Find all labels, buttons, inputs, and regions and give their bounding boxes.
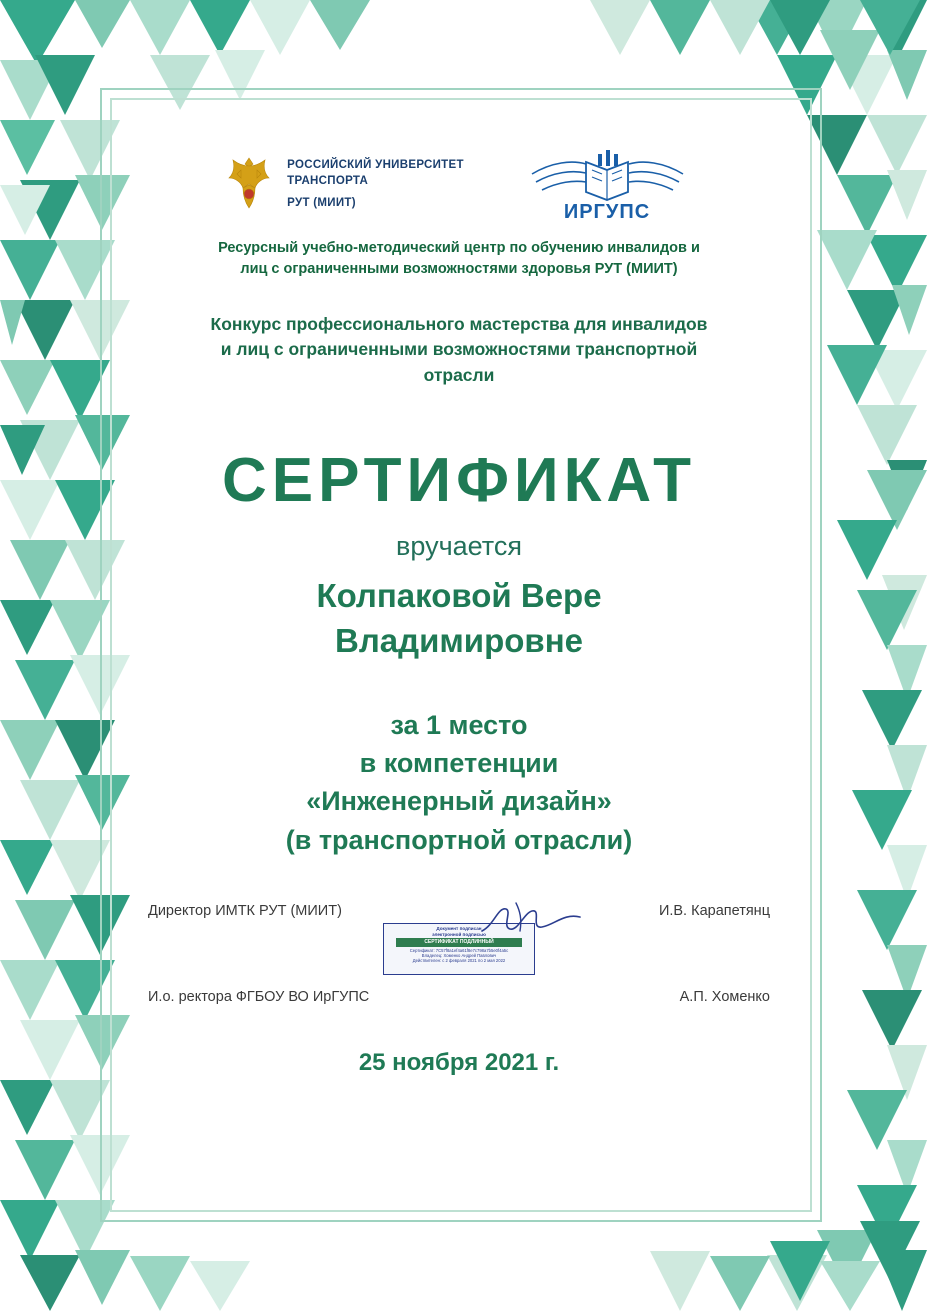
rut-logo-line3: РУТ (МИИТ): [287, 197, 356, 210]
award-reason: [142, 706, 776, 859]
stamp-header: Документ подписан: [436, 925, 482, 931]
stamp-band: СЕРТИФИКАТ ПОДЛИННЫЙ: [396, 938, 522, 946]
recipient-name: [142, 573, 776, 664]
rut-logo-line2: ТРАНСПОРТА: [287, 174, 369, 187]
signature-row-2: [142, 989, 776, 1005]
stamp-subheader: электронной подписью: [432, 931, 486, 937]
rut-miit-logo: [223, 154, 464, 216]
signature-row-1: [142, 903, 776, 919]
certificate-body: [120, 108, 798, 1198]
awarded-label: вручается: [396, 531, 522, 562]
contest-line-2: и лиц с ограниченными возможностями транспортной: [220, 339, 698, 360]
award-reason-line-4: (в транспортной отрасли): [285, 824, 633, 855]
signature-name-2: А.П. Хоменко: [679, 988, 770, 1005]
signature-role-2: И.о. ректора ФГБОУ ВО ИрГУПС: [148, 988, 370, 1005]
rut-logo-line1: РОССИЙСКИЙ УНИВЕРСИТЕТ: [287, 159, 464, 172]
award-reason-line-2: в компетенции: [359, 747, 559, 778]
award-reason-line-1: за 1 место: [390, 709, 528, 740]
organization-line-2: лиц с ограниченными возможностями здоровья РУТ (МИИТ): [240, 261, 678, 278]
digital-stamp-wrapper: [142, 923, 776, 975]
irgups-logo: [520, 146, 695, 224]
irgups-winged-book-emblem-icon: [520, 146, 695, 224]
irgups-wordmark: ИРГУПС: [563, 201, 650, 223]
logo-row: [142, 146, 776, 224]
organization-line-1: Ресурсный учебно-методический центр по обучению инвалидов и: [218, 240, 700, 256]
contest-title: [170, 312, 748, 388]
organization-line: [178, 238, 740, 280]
signature-role-1: Директор ИМТК РУТ (МИИТ): [148, 902, 342, 919]
issue-date: 25 ноября 2021 г.: [358, 1048, 560, 1076]
contest-line-1: Конкурс профессионального мастерства для инвалидов: [210, 314, 708, 335]
contest-line-3: отрасли: [423, 364, 495, 385]
handwritten-signature-icon: [472, 897, 592, 941]
rut-logo-text: [287, 158, 464, 212]
stamp-line-1: Сертификат: 7C57f8a1ef4a61f8e7c798a7b5e0f4a5c: [409, 947, 509, 953]
russian-double-eagle-emblem-icon: [223, 154, 275, 216]
recipient-name-line-2: Владимировне: [335, 622, 583, 660]
award-reason-line-3: «Инженерный дизайн»: [306, 786, 612, 817]
stamp-line-3: Действителен: с 2 февраля 2021 по 2 мая 2022: [412, 958, 506, 964]
recipient-name-line-1: Колпаковой Вере: [316, 576, 602, 614]
page-title: СЕРТИФИКАТ: [222, 446, 696, 516]
signature-name-1: И.В. Карапетянц: [658, 902, 770, 919]
signature-area: [142, 903, 776, 1005]
stamp-line-2: Владелец: Хоменко Андрей Павлович: [421, 952, 497, 958]
